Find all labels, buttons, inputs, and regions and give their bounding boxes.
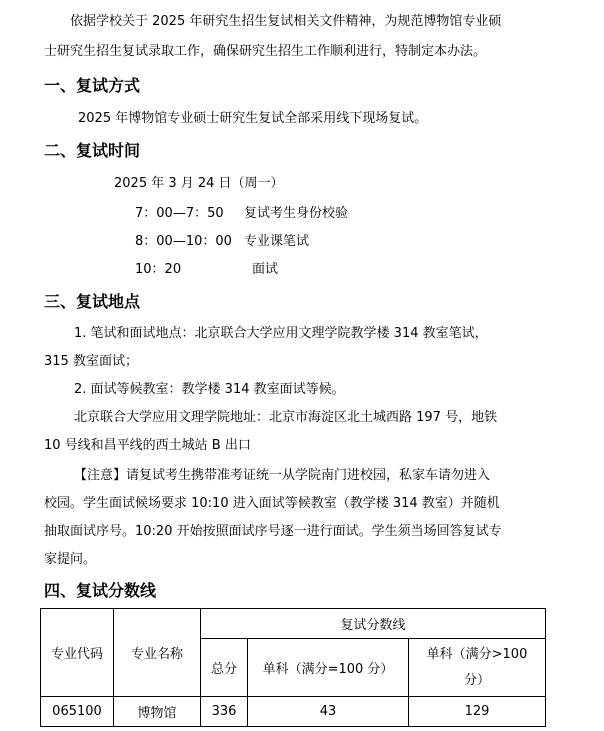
note-line-1: 【注意】请复试考生携带准考证统一从学院南门进校园，私家车请勿进入: [74, 468, 491, 483]
cell-single-100: 43: [248, 697, 409, 727]
cell-single-gt100: 129: [409, 697, 546, 727]
address-line-2: 10 号线和昌平线的西土城站 B 出口: [44, 438, 251, 453]
header-single-100: 单科（满分=100 分）: [248, 639, 409, 697]
location-2: 2. 面试等候教室：教学楼 314 教室面试等候。: [74, 382, 345, 397]
intro-line-1: 依据学校关于 2025 年研究生招生复试相关文件精神，为规范博物馆专业硕: [70, 14, 502, 29]
note-line-3: 抽取面试序号。10:20 开始按照面试序号逐一进行面试。学生须当场回答复试专: [44, 524, 502, 539]
schedule-time-3: 10：20: [135, 262, 182, 277]
schedule-item-3: 面试: [252, 262, 279, 277]
schedule-time-1: 7：00—7：50: [135, 206, 224, 221]
header-score-group: 复试分数线: [201, 609, 546, 639]
score-table: [40, 608, 546, 727]
header-single-gt100: [409, 639, 546, 697]
schedule-time-2: 8：00—10：00: [135, 234, 232, 249]
schedule-item-1: 复试考生身份校验: [244, 206, 349, 221]
section-2-title: 二、复试时间: [44, 141, 141, 160]
cell-name: 博物馆: [114, 697, 201, 727]
header-single-gt100-line-2: 分）: [463, 672, 490, 688]
header-major-code: 专业代码: [41, 609, 114, 697]
section-1-text: 2025 年博物馆专业硕士研究生复试全部采用线下现场复试。: [78, 111, 428, 126]
header-major-name: 专业名称: [114, 609, 201, 697]
header-total: 总分: [201, 639, 248, 697]
section-1-title: 一、复试方式: [44, 76, 141, 95]
cell-code: 065100: [41, 697, 114, 727]
cell-total: 336: [201, 697, 248, 727]
exam-date: 2025 年 3 月 24 日（周一）: [114, 176, 284, 191]
table-row: [41, 697, 546, 727]
intro-line-2: 士研究生招生复试录取工作，确保研究生招生工作顺利进行，特制定本办法。: [44, 44, 487, 59]
section-4-title: 四、复试分数线: [44, 581, 157, 600]
location-1-line-2: 315 教室面试；: [44, 354, 138, 369]
location-1-line-1: 1. 笔试和面试地点：北京联合大学应用文理学院教学楼 314 教室笔试，: [74, 326, 488, 341]
section-3-title: 三、复试地点: [44, 292, 141, 311]
address-line-1: 北京联合大学应用文理学院地址：北京市海淀区北土城西路 197 号，地铁: [74, 410, 498, 425]
header-single-gt100-line-1: 单科（满分>100: [426, 646, 528, 662]
schedule-item-2: 专业课笔试: [244, 234, 310, 249]
note-line-4: 家提问。: [44, 552, 97, 567]
note-line-2: 校园。学生面试候场要求 10:10 进入面试等候教室（教学楼 314 教室）并随机: [44, 496, 500, 511]
